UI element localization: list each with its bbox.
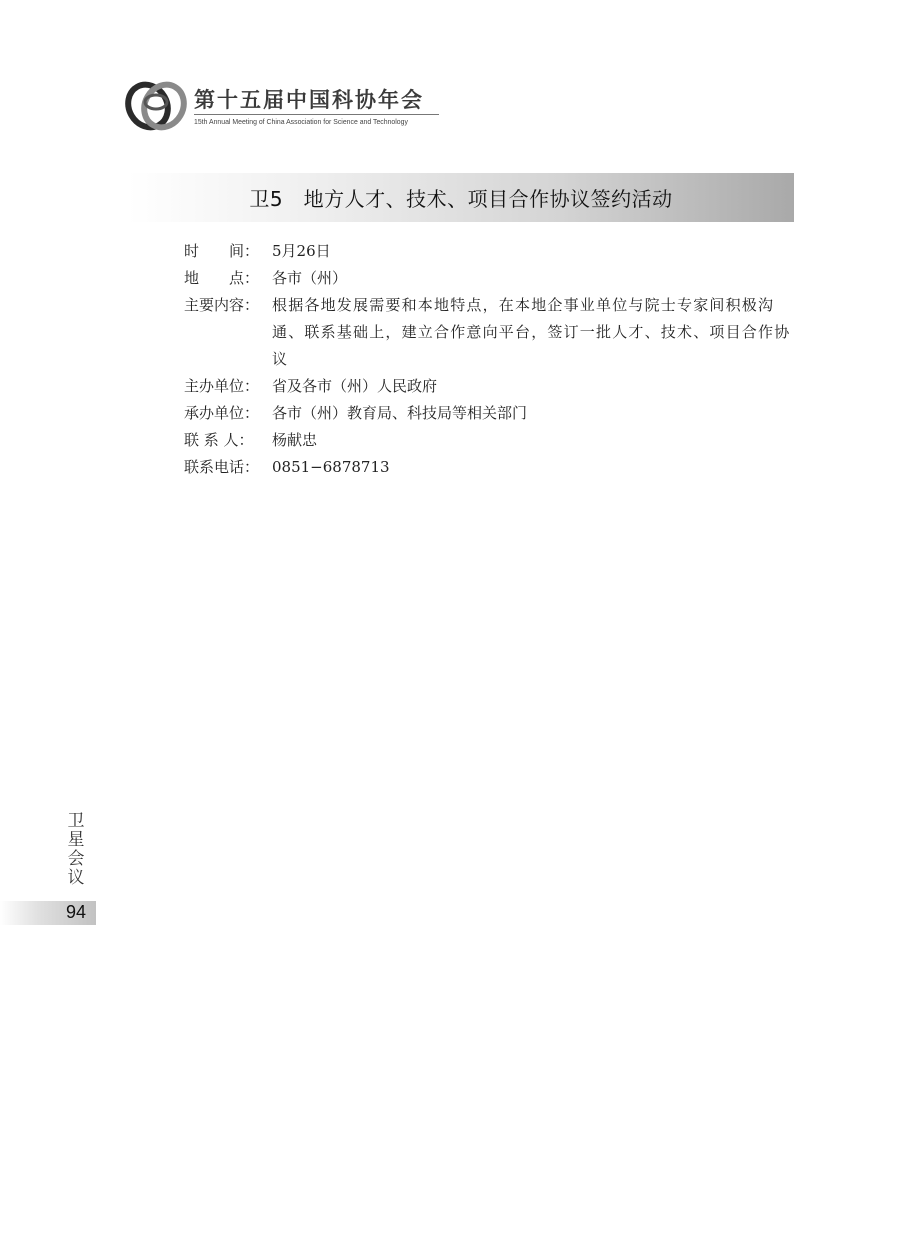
detail-label: 主要内容： <box>184 296 260 314</box>
event-details <box>184 238 796 481</box>
detail-label: 联 系 人： <box>184 431 254 449</box>
detail-row-phone <box>184 454 796 481</box>
detail-label: 时 间： <box>184 242 260 260</box>
section-banner <box>128 173 794 222</box>
detail-row-content <box>184 292 796 373</box>
conference-logo <box>124 76 444 136</box>
chapter-side-label: 卫星会议 <box>67 811 85 888</box>
detail-value: 0851−6878713 <box>272 458 390 476</box>
detail-row-host <box>184 400 796 427</box>
detail-label: 联系电话： <box>184 458 260 476</box>
page-number-tab <box>0 901 96 925</box>
logo-divider <box>194 114 439 115</box>
detail-value: 各市（州）教育局、科技局等相关部门 <box>272 404 528 422</box>
detail-value: 5月26日 <box>272 242 331 260</box>
detail-label: 地 点： <box>184 269 260 287</box>
detail-label: 承办单位： <box>184 404 260 422</box>
detail-row-organizer <box>184 373 796 400</box>
detail-row-location <box>184 265 796 292</box>
detail-row-contact <box>184 427 796 454</box>
conference-emblem-icon <box>124 76 190 136</box>
detail-value: 各市（州） <box>272 269 348 287</box>
conference-title: 第十五届中国科协年会 <box>194 88 424 112</box>
conference-subtitle: 15th Annual Meeting of China Association for Science and Technology <box>194 117 408 126</box>
detail-label: 主办单位： <box>184 377 260 395</box>
page-number: 94 <box>65 902 86 922</box>
detail-value: 杨献忠 <box>272 431 318 449</box>
section-title: 卫5 地方人才、技术、项目合作协议签约活动 <box>249 187 673 211</box>
detail-row-time <box>184 238 796 265</box>
detail-value: 根据各地发展需要和本地特点，在本地企事业单位与院士专家间积极沟通、联系基础上，建立合作意向平台，签订一批人才、技术、项目合作协议 <box>272 296 791 368</box>
detail-value: 省及各市（州）人民政府 <box>272 377 438 395</box>
